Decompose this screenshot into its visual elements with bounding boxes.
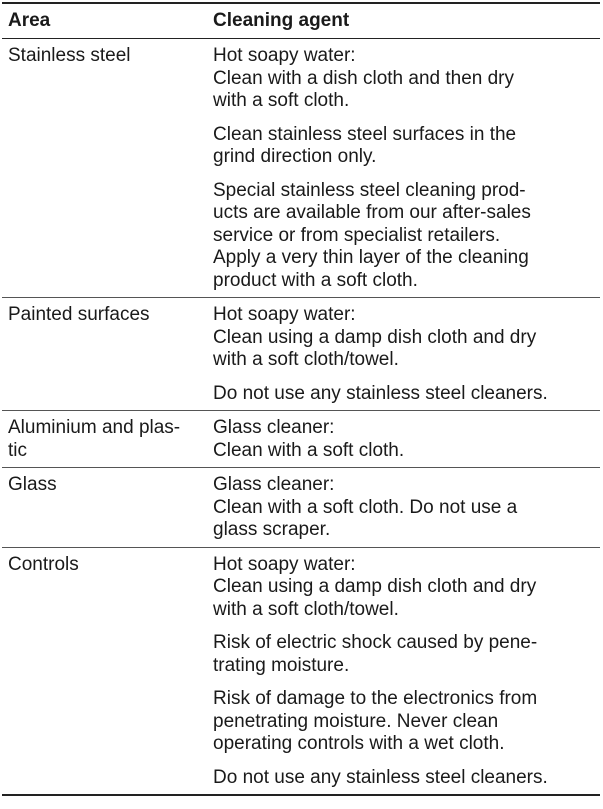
agent-paragraph: Hot soapy water: Clean using a damp dish cloth and dry with a soft cloth/towel.	[213, 304, 537, 370]
agent-paragraph: Clean stainless steel surfaces in the grind direction only.	[213, 123, 517, 167]
agent-paragraph: Risk of electric shock caused by pene- trating moisture.	[213, 632, 538, 676]
table-row	[2, 411, 600, 468]
agent-paragraph: Do not use any stainless steel cleaners.	[213, 382, 548, 404]
agent-paragraph: Glass cleaner: Clean with a soft cloth.	[213, 417, 405, 461]
agent-cell	[207, 468, 600, 547]
agent-cell	[207, 411, 600, 467]
agent-paragraph: Risk of damage to the electronics from penetrating moisture. Never clean operating controls with a wet cloth.	[213, 688, 538, 754]
cleaning-table	[2, 2, 600, 796]
agent-cell	[207, 39, 600, 297]
table-header	[2, 4, 600, 39]
table-row	[2, 298, 600, 411]
area-cell: Aluminium and plas- tic	[8, 417, 181, 461]
header-area: Area	[8, 10, 51, 31]
agent-paragraph: Hot soapy water: Clean using a damp dish cloth and dry with a soft cloth/towel.	[213, 553, 537, 620]
table-row	[2, 548, 600, 797]
table-row	[2, 468, 600, 548]
agent-paragraph: Do not use any stainless steel cleaners.	[213, 766, 548, 788]
table-row	[2, 39, 600, 298]
agent-paragraph: Special stainless steel cleaning prod- ucts are available from our after-sales service or from specialist retailers. Apply a very thin layer of the cleaning product with a soft cloth.	[213, 179, 531, 291]
area-cell: Controls	[8, 553, 79, 575]
agent-cell	[207, 548, 600, 795]
area-cell: Painted surfaces	[8, 304, 150, 325]
area-cell: Glass	[8, 474, 57, 495]
agent-paragraph: Hot soapy water: Clean with a dish cloth and then dry with a soft cloth.	[213, 45, 515, 111]
area-cell: Stainless steel	[8, 45, 131, 66]
header-cleaning-agent: Cleaning agent	[213, 10, 350, 31]
agent-cell	[207, 298, 600, 410]
agent-paragraph: Glass cleaner: Clean with a soft cloth. Do not use a glass scraper.	[213, 474, 518, 540]
